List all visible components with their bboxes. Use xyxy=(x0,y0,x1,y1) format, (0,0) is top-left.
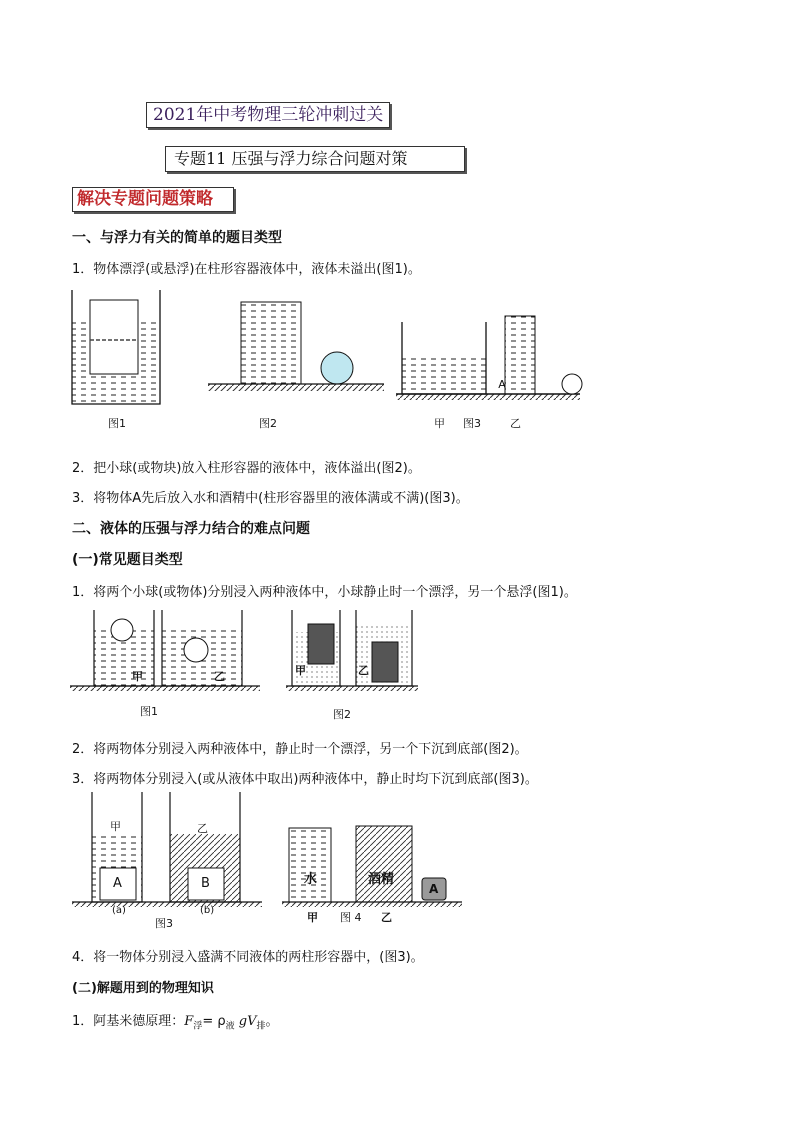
s2-fig3-sub-a: (a) xyxy=(112,905,126,916)
formula-V-sub: 排 xyxy=(256,1021,266,1032)
document-title: 2021年中考物理三轮冲刺过关 xyxy=(146,102,390,128)
s1-fig2-caption: 图2 xyxy=(259,417,277,430)
section2-item2: 2．将两物体分别浸入两种液体中，静止时一个漂浮，另一个下沉到底部(图2)。 xyxy=(72,742,528,757)
s1-fig3-caption-mid: 图3 xyxy=(463,417,481,430)
s2-fig2-label-b: 乙 xyxy=(358,664,369,677)
formula-F-sub: 浮 xyxy=(193,1021,203,1032)
section1-item2: 2．把小球(或物块)放入柱形容器的液体中，液体溢出(图2)。 xyxy=(72,461,421,476)
s2-fig3-block-b: B xyxy=(201,876,210,891)
s2-fig1-label-b: 乙 xyxy=(214,670,225,683)
section2-fig3-fig4 xyxy=(70,792,470,912)
s2-fig1-caption: 图1 xyxy=(140,705,158,718)
s2-fig3-sub-b: (b) xyxy=(200,905,215,916)
section1-item3: 3．将物体A先后放入水和酒精中(柱形容器里的液体满或不满)(图3)。 xyxy=(72,491,469,506)
section2-fig1-fig2 xyxy=(70,610,420,700)
s2-fig1-diagram xyxy=(70,610,260,691)
s2-fig3-diagram xyxy=(72,792,262,907)
section2-sub2: (二)解题用到的物理知识 xyxy=(72,981,214,996)
section1-item1: 1．物体漂浮(或悬浮)在柱形容器液体中，液体未溢出(图1)。 xyxy=(72,262,421,277)
s2-fig4-block-label: A xyxy=(429,882,439,896)
section1-figures xyxy=(70,290,590,410)
s2-fig3-label-a: 甲 xyxy=(110,820,121,833)
section2-item1: 1．将两个小球(或物体)分别浸入两种液体中，小球静止时一个漂浮，另一个悬浮(图1)。 xyxy=(72,585,577,600)
section2-heading: 二、液体的压强与浮力结合的难点问题 xyxy=(72,521,310,537)
s2-fig3-label-b: 乙 xyxy=(197,822,208,835)
s2-fig2-caption: 图2 xyxy=(333,708,351,721)
formula-F: F xyxy=(184,1014,194,1029)
formula-gV: gV xyxy=(234,1014,257,1029)
fig3-water-alcohol-diagram xyxy=(396,316,582,400)
topic-title: 专题11 压强与浮力综合问题对策 xyxy=(165,146,465,172)
section1-heading: 一、与浮力有关的简单的题目类型 xyxy=(72,230,282,246)
fig2-overflow-diagram xyxy=(208,302,384,391)
s1-fig3-caption-right: 乙 xyxy=(510,417,521,430)
strategy-tag: 解决专题问题策略 xyxy=(72,187,234,212)
fig3-ball-label: A xyxy=(498,378,506,391)
formula-eq: = ρ xyxy=(202,1014,226,1029)
fig1-container-diagram xyxy=(72,290,160,404)
s2-fig4-alcohol-label: 酒精 xyxy=(368,872,395,887)
s2-fig2-diagram xyxy=(286,610,418,691)
s2-fig3-caption: 图3 xyxy=(155,917,173,930)
s2-fig1-label-a: 甲 xyxy=(132,670,143,683)
section2-item3: 3．将两物体分别浸入(或从液体中取出)两种液体中，静止时均下沉到底部(图3)。 xyxy=(72,772,538,787)
s2-fig4-water-label: 水 xyxy=(304,872,318,887)
formula-prefix: 1．阿基米德原理： xyxy=(72,1014,185,1029)
s1-fig1-caption: 图1 xyxy=(108,417,126,430)
section2-item4: 4．将一物体分别浸入盛满不同液体的两柱形容器中，(图3)。 xyxy=(72,950,424,965)
s2-fig4-caption-right: 乙 xyxy=(381,911,392,924)
section2-sub1: (一)常见题目类型 xyxy=(72,552,183,568)
s2-fig4-caption-left: 甲 xyxy=(307,911,318,924)
s1-fig3-caption-left: 甲 xyxy=(434,417,445,430)
s2-fig4-caption-mid: 图 4 xyxy=(340,911,362,924)
s2-fig2-label-a: 甲 xyxy=(295,664,306,677)
formula-end: 。 xyxy=(265,1014,279,1029)
formula-rho-sub: 液 xyxy=(225,1021,235,1032)
archimedes-formula xyxy=(72,1010,279,1032)
s2-fig3-block-a: A xyxy=(113,876,122,891)
